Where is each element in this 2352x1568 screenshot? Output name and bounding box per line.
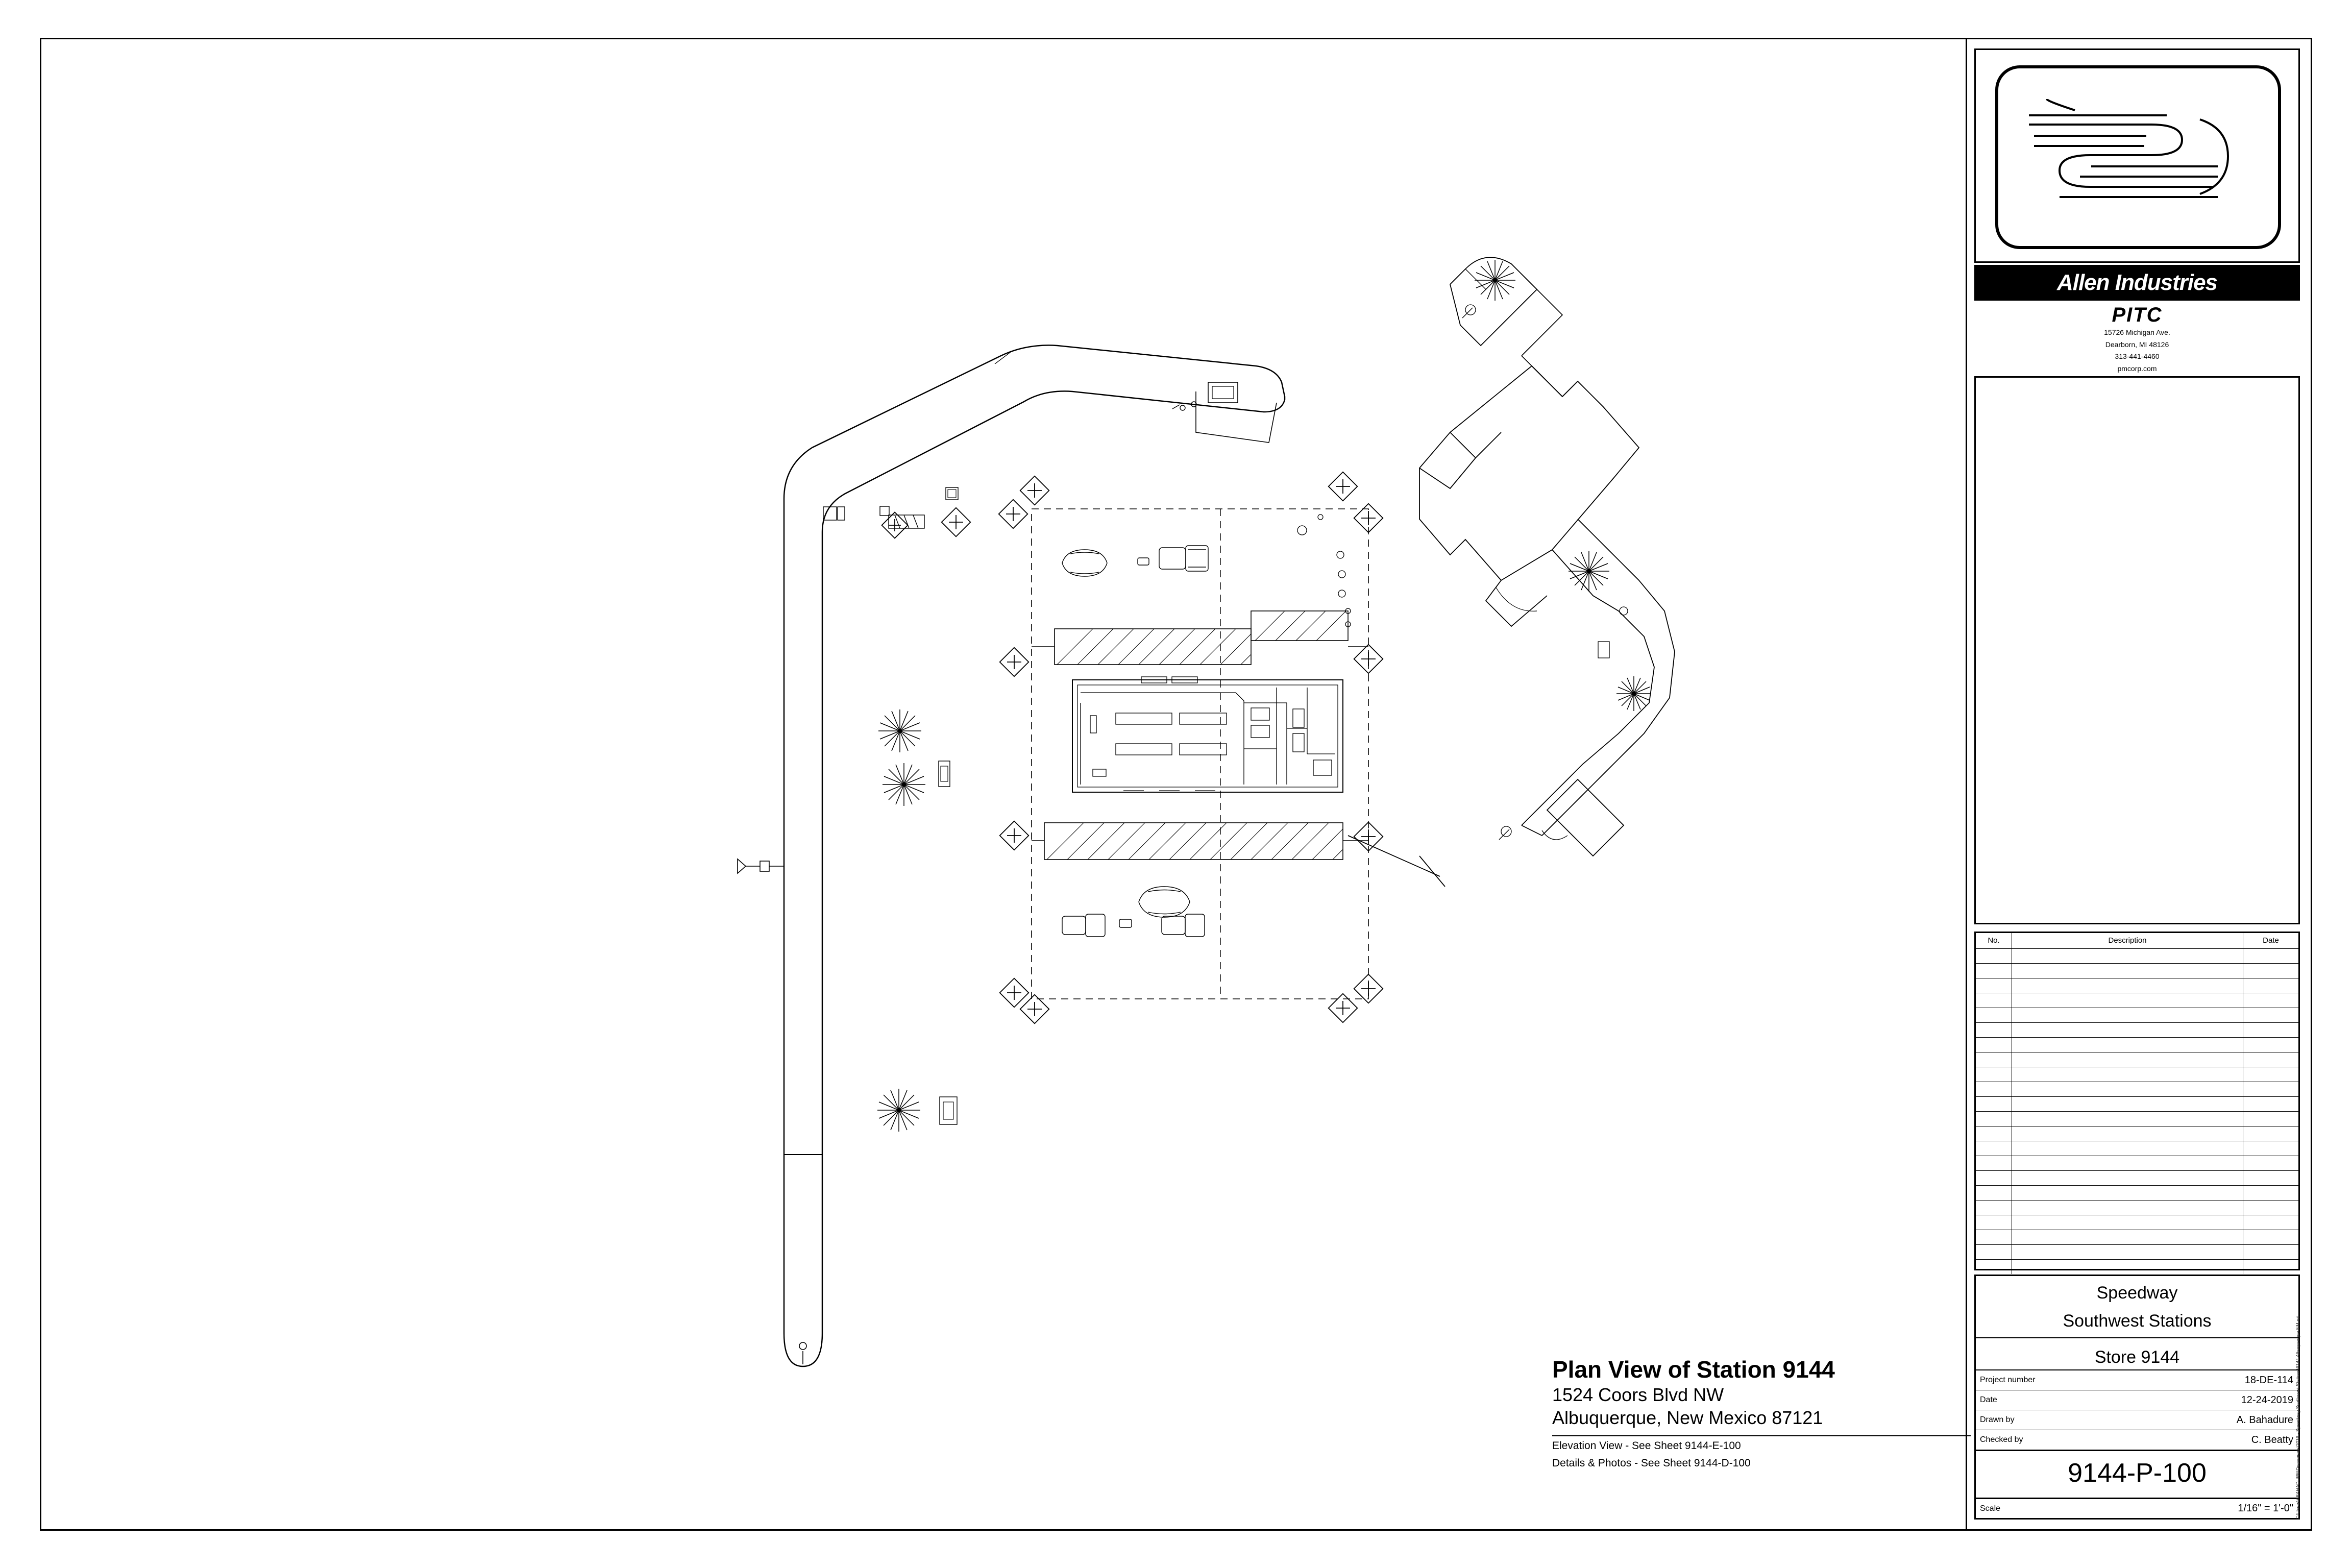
revision-row[interactable]: [1976, 1171, 2298, 1186]
meta-row-drawn-by: [1976, 1410, 2298, 1430]
revision-cell-date: [2243, 1008, 2298, 1022]
revision-cell-description: [2012, 1023, 2243, 1037]
revision-row[interactable]: [1976, 1052, 2298, 1067]
revision-cell-description: [2012, 1260, 2243, 1274]
revision-cell-description: [2012, 1112, 2243, 1126]
revision-row[interactable]: [1976, 1156, 2298, 1171]
revision-cell-description: [2012, 1038, 2243, 1052]
revision-row[interactable]: [1976, 1260, 2298, 1274]
revision-cell-date: [2243, 1082, 2298, 1096]
revision-cell-no: [1976, 1186, 2012, 1200]
revision-cell-date: [2243, 1141, 2298, 1156]
revision-cell-description: [2012, 1171, 2243, 1185]
store-number: Store 9144: [2094, 1348, 2180, 1367]
revision-cell-description: [2012, 1141, 2243, 1156]
caption-address-line1: 1524 Coors Blvd NW: [1552, 1384, 1724, 1405]
revision-cell-description: [2012, 1230, 2243, 1244]
revision-cell-date: [2243, 1156, 2298, 1170]
revision-cell-date: [2243, 978, 2298, 993]
revision-cell-description: [2012, 1126, 2243, 1141]
revision-cell-description: [2012, 1200, 2243, 1215]
revision-cell-date: [2243, 1052, 2298, 1067]
revision-cell-date: [2243, 1230, 2298, 1244]
meta-value-checked-by: C. Beatty: [2251, 1434, 2293, 1446]
scale-value: 1/16" = 1'-0": [2238, 1503, 2293, 1514]
revision-row[interactable]: [1976, 1200, 2298, 1215]
revision-cell-date: [2243, 1200, 2298, 1215]
revision-cell-no: [1976, 1097, 2012, 1111]
store-building-outline: [1072, 680, 1343, 792]
revision-cell-description: [2012, 1245, 2243, 1259]
revision-cell-date: [2243, 1112, 2298, 1126]
revision-cell-no: [1976, 1230, 2012, 1244]
page-title: Plan View of Station 9144: [1552, 1356, 1835, 1383]
meta-label-drawn-by: Drawn by: [1980, 1415, 2015, 1424]
revision-cell-date: [2243, 1186, 2298, 1200]
manufacturer-logo-text: PITC: [2112, 304, 2163, 326]
revision-cell-no: [1976, 1112, 2012, 1126]
caption-address-line2: Albuquerque, New Mexico 87121: [1552, 1407, 1823, 1428]
manufacturer-address-line2: Dearborn, MI 48126: [2105, 340, 2169, 349]
speedway-logo-icon: [1995, 65, 2281, 249]
revision-row[interactable]: [1976, 1230, 2298, 1245]
revision-cell-date: [2243, 1023, 2298, 1037]
drawing-sheet: [40, 38, 2312, 1531]
manufacturer-info: [1974, 303, 2300, 373]
revision-cell-description: [2012, 1067, 2243, 1082]
revision-cell-description: [2012, 1008, 2243, 1022]
revision-cell-description: [2012, 1186, 2243, 1200]
vehicle-symbol-group: [1062, 546, 1208, 937]
revision-cell-no: [1976, 1260, 2012, 1274]
revision-cell-no: [1976, 1038, 2012, 1052]
revision-cell-no: [1976, 1082, 2012, 1096]
revision-cell-description: [2012, 1097, 2243, 1111]
file-path-side-note: C:\Users\ABAHADURE\Documents\2019 - Speedway Southwest Stations\9144 Albuquerque NM.rvt: [2295, 1316, 2300, 1520]
revision-cell-description: [2012, 949, 2243, 963]
revision-cell-no: [1976, 1141, 2012, 1156]
revision-cell-description: [2012, 1215, 2243, 1230]
manufacturer-address-line1: 15726 Michigan Ave.: [2104, 328, 2170, 336]
lot-boundary: [784, 345, 1285, 1366]
caption-ref-elevation: Elevation View - See Sheet 9144-E-100: [1552, 1439, 1741, 1452]
meta-label-project-number: Project number: [1980, 1376, 2036, 1384]
revision-cell-date: [2243, 1126, 2298, 1141]
sheet-number-block: [1974, 1451, 2300, 1499]
revision-cell-no: [1976, 1008, 2012, 1022]
client-division: Southwest Stations: [1976, 1311, 2298, 1338]
revision-cell-description: [2012, 1156, 2243, 1170]
meta-row-project-number: [1976, 1370, 2298, 1390]
revision-header-date: Date: [2263, 936, 2279, 945]
revision-cell-date: [2243, 1260, 2298, 1274]
tree-symbol-group: [877, 260, 1651, 1132]
revision-row[interactable]: [1976, 1097, 2298, 1112]
title-block: [1966, 39, 2311, 1529]
scale-label: Scale: [1980, 1504, 2001, 1513]
revision-row[interactable]: [1976, 1245, 2298, 1260]
revision-cell-no: [1976, 1052, 2012, 1067]
revision-cell-description: [2012, 1052, 2243, 1067]
revision-row[interactable]: [1976, 1067, 2298, 1082]
revision-header-description: Description: [2012, 933, 2243, 948]
revision-cell-no: [1976, 964, 2012, 978]
revision-row[interactable]: [1976, 964, 2298, 978]
revision-row[interactable]: [1976, 1126, 2298, 1141]
revision-cell-description: [2012, 993, 2243, 1008]
revision-cell-description: [2012, 1082, 2243, 1096]
meta-value-date: 12-24-2019: [2241, 1394, 2293, 1406]
revision-cell-date: [2243, 1097, 2298, 1111]
revision-cell-no: [1976, 978, 2012, 993]
revision-cell-date: [2243, 964, 2298, 978]
revision-cell-no: [1976, 993, 2012, 1008]
revision-cell-date: [2243, 949, 2298, 963]
revision-row[interactable]: [1976, 1186, 2298, 1200]
manufacturer-website: pmcorp.com: [2117, 364, 2157, 373]
revision-row[interactable]: [1976, 949, 2298, 964]
adjacent-parcel: [1419, 366, 1639, 626]
revision-cell-description: [2012, 978, 2243, 993]
revision-cell-no: [1976, 1067, 2012, 1082]
revision-cell-no: [1976, 949, 2012, 963]
revision-row[interactable]: [1976, 1141, 2298, 1156]
sign-callout-group: [882, 472, 1383, 1024]
meta-value-project-number: 18-DE-114: [2244, 1374, 2293, 1386]
revision-cell-no: [1976, 1245, 2012, 1259]
revision-cell-no: [1976, 1126, 2012, 1141]
meta-label-checked-by: Checked by: [1980, 1435, 2023, 1444]
client-logo-box: [1974, 48, 2300, 263]
revision-row[interactable]: [1976, 1038, 2298, 1052]
revision-cell-no: [1976, 1200, 2012, 1215]
revision-header-no: No.: [1976, 933, 2012, 948]
notes-box: [1974, 376, 2300, 924]
revision-cell-no: [1976, 1171, 2012, 1185]
revision-cell-description: [2012, 964, 2243, 978]
caption-ref-details: Details & Photos - See Sheet 9144-D-100: [1552, 1457, 1751, 1469]
scale-block: [1974, 1499, 2300, 1520]
sheet-number: 9144-P-100: [2068, 1458, 2207, 1488]
revision-cell-no: [1976, 1156, 2012, 1170]
revision-cell-date: [2243, 1067, 2298, 1082]
meta-row-checked-by: [1976, 1430, 2298, 1450]
revision-cell-date: [2243, 1245, 2298, 1259]
revision-row[interactable]: [1976, 1023, 2298, 1038]
plan-drawing-area: [41, 39, 1966, 1529]
revision-cell-no: [1976, 1023, 2012, 1037]
revision-table-header: [1976, 933, 2298, 949]
meta-value-drawn-by: A. Bahadure: [2236, 1414, 2293, 1426]
revision-cell-no: [1976, 1215, 2012, 1230]
revision-row[interactable]: [1976, 1112, 2298, 1126]
manufacturer-brand-bar: [1974, 265, 2300, 301]
project-meta-block: [1974, 1369, 2300, 1451]
revision-table: [1974, 932, 2300, 1270]
revision-row[interactable]: [1976, 1008, 2298, 1023]
client-name: Speedway: [2096, 1283, 2178, 1303]
revision-cell-date: [2243, 993, 2298, 1008]
revision-row[interactable]: [1976, 993, 2298, 1008]
revision-row[interactable]: [1976, 978, 2298, 993]
meta-row-date: [1976, 1390, 2298, 1410]
plan-caption: [1552, 1356, 1981, 1472]
revision-row[interactable]: [1976, 1082, 2298, 1097]
manufacturer-phone: 313-441-4460: [2115, 352, 2160, 360]
brand-name-label: Allen Industries: [2056, 270, 2218, 295]
revision-cell-date: [2243, 1171, 2298, 1185]
revision-cell-date: [2243, 1038, 2298, 1052]
revision-row[interactable]: [1976, 1215, 2298, 1230]
site-plan-drawing: [41, 39, 1966, 1529]
revision-cell-date: [2243, 1215, 2298, 1230]
speedway-s-mark: [1998, 68, 2278, 246]
client-info-block: [1974, 1275, 2300, 1369]
meta-label-date: Date: [1980, 1395, 1997, 1404]
